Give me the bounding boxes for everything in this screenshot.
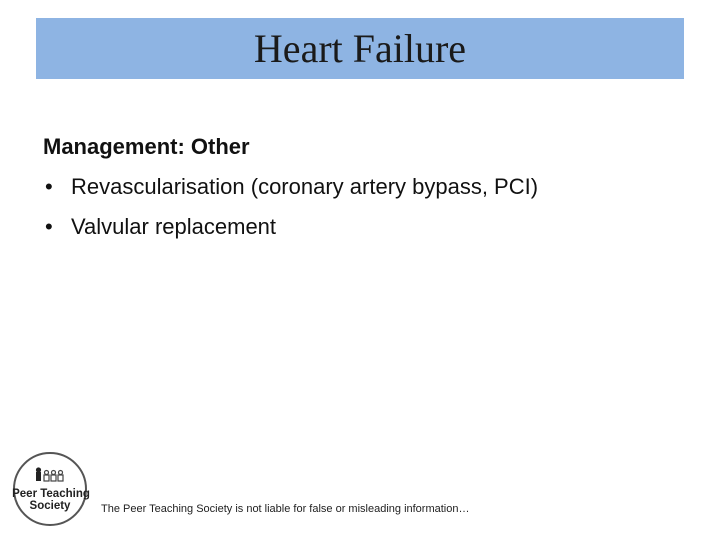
bullet-list (43, 172, 683, 242)
bullet-text: Valvular replacement (71, 214, 277, 239)
title-banner (36, 18, 684, 79)
disclaimer-text: The Peer Teaching Society is not liable for false or misleading information… (101, 503, 470, 515)
peer-teaching-society-logo (12, 452, 92, 528)
logo-line-1: Peer Teaching (12, 488, 90, 500)
section-heading: Management: Other (43, 134, 250, 159)
bullet-marker: • (45, 174, 53, 199)
bullet-item (43, 172, 683, 202)
slide-title: Heart Failure (253, 25, 467, 71)
bullet-item (43, 212, 683, 242)
logo-line-2: Society (29, 500, 71, 512)
slide-content (43, 132, 683, 252)
bullet-text: Revascularisation (coronary artery bypass, PCI) (71, 174, 539, 199)
bullet-marker: • (45, 214, 53, 239)
